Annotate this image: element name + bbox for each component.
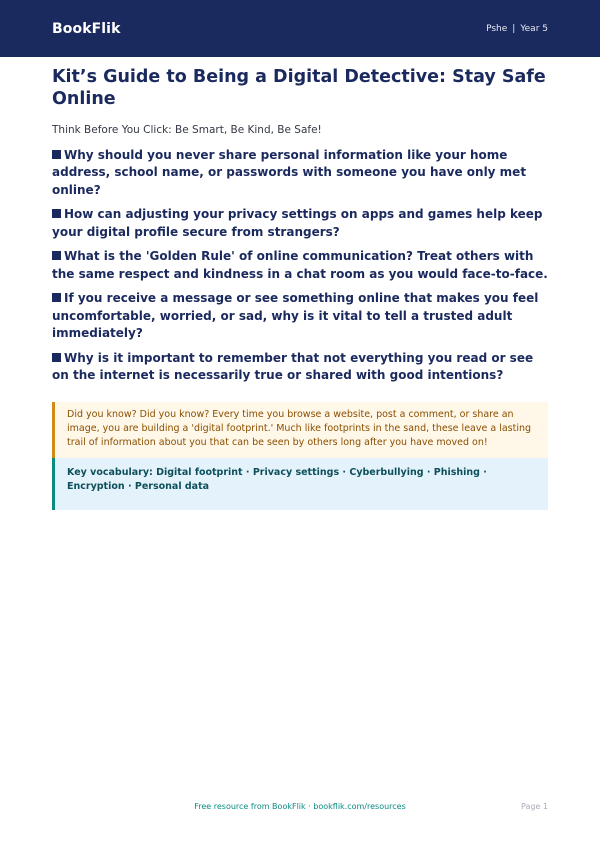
question-item (52, 147, 548, 200)
square-bullet-icon (52, 150, 61, 159)
footer-credit: Free resource from BookFlik · bookflik.com/resources (194, 802, 406, 811)
worksheet-content (0, 57, 600, 510)
question-text: How can adjusting your privacy settings on apps and games help keep your digital profile secure from strangers? (52, 207, 543, 239)
question-item (52, 206, 548, 241)
question-text: What is the 'Golden Rule' of online communication? Treat others with the same respect and kindness in a chat room as you would face-to-face. (52, 249, 548, 281)
page-number: Page 1 (521, 802, 548, 811)
page-title: Kit’s Guide to Being a Digital Detective: Stay Safe Online (52, 67, 546, 109)
question-item (52, 350, 548, 385)
subject-label: Pshe (486, 23, 508, 34)
meta-separator: | (512, 23, 516, 34)
square-bullet-icon (52, 353, 61, 362)
square-bullet-icon (52, 293, 61, 302)
key-vocabulary-box: Key vocabulary: Digital footprint · Privacy settings · Cyberbullying · Phishing · Encryption · Personal data (52, 458, 548, 510)
header-meta (486, 24, 548, 34)
question-text: Why is it important to remember that not everything you read or see on the internet is necessarily true or shared with good intentions? (52, 350, 534, 383)
brand-logo-text: BookFlik (52, 20, 121, 37)
question-text: If you receive a message or see something online that makes you feel uncomfortable, worried, or sad, why is it vital to tell a trusted adult immediately? (52, 291, 539, 341)
square-bullet-icon (52, 251, 61, 260)
year-label: Year 5 (520, 23, 548, 34)
page-footer (52, 802, 548, 814)
page-subtitle: Think Before You Click: Be Smart, Be Kind, Be Safe! (52, 123, 322, 136)
question-list (52, 147, 548, 385)
page-header (0, 0, 600, 57)
question-text: Why should you never share personal information like your home address, school name, or passwords with someone you have only met online? (52, 147, 527, 197)
question-item (52, 290, 548, 343)
square-bullet-icon (52, 209, 61, 218)
question-item (52, 248, 548, 283)
did-you-know-callout: Did you know? Did you know? Every time you browse a website, post a comment, or share an image, you are building a 'digital footprint.' Much like footprints in the sand, these leave a lasting trail of information about you that can be seen by others long after you have moved on! (52, 402, 548, 458)
